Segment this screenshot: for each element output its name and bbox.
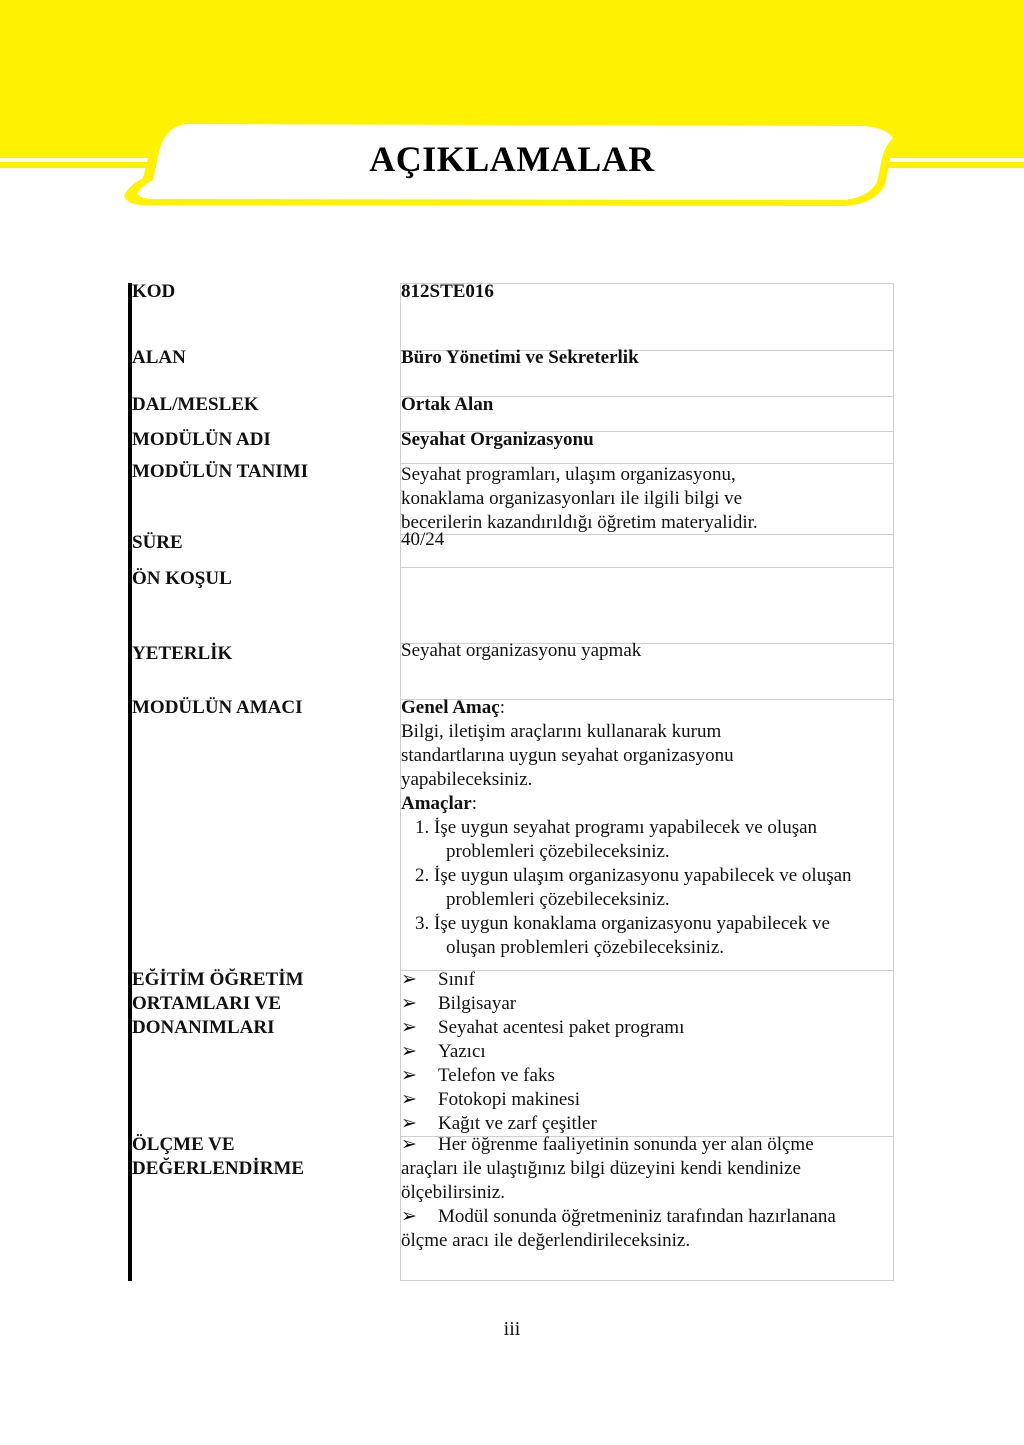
equipment-item: ➢ Telefon ve faks bbox=[401, 1065, 555, 1086]
arrow-bullet-icon: ➢ bbox=[401, 1065, 417, 1086]
equipment-item: ➢ Fotokopi makinesi bbox=[401, 1089, 580, 1110]
row-label: MODÜLÜN TANIMI bbox=[132, 461, 309, 482]
row-label: SÜRE bbox=[132, 532, 183, 553]
equipment-item: ➢ Bilgisayar bbox=[401, 993, 517, 1014]
page-number: iii bbox=[503, 1318, 521, 1340]
row-label: ÖLÇME VE DEĞERLENDİRME bbox=[132, 1134, 305, 1179]
equipment-item: ➢ Kağıt ve zarf çeşitler bbox=[401, 1113, 597, 1134]
row-value: 40/24 bbox=[401, 529, 445, 550]
arrow-bullet-icon: ➢ bbox=[401, 1206, 417, 1227]
row-label: DAL/MESLEK bbox=[132, 394, 259, 415]
general-goal-heading-line: Genel Amaç: bbox=[401, 697, 505, 718]
row-value bbox=[401, 1133, 836, 1253]
goals-heading: Amaçlar bbox=[401, 793, 472, 814]
page-title: AÇIKLAMALAR bbox=[369, 139, 655, 179]
row-value: Ortak Alan bbox=[401, 394, 494, 415]
row-value bbox=[401, 696, 871, 960]
arrow-bullet-icon: ➢ bbox=[401, 969, 417, 990]
row-value: 812STE016 bbox=[401, 281, 494, 302]
equipment-item: ➢ Yazıcı bbox=[401, 1041, 486, 1062]
row-value: Seyahat Organizasyonu bbox=[401, 429, 594, 450]
arrow-bullet-icon: ➢ bbox=[401, 1017, 417, 1038]
row-label: YETERLİK bbox=[132, 643, 233, 664]
row-label: KOD bbox=[132, 281, 176, 302]
row-label: MODÜLÜN ADI bbox=[132, 429, 271, 450]
equipment-item: ➢ Seyahat acentesi paket programı bbox=[401, 1017, 685, 1038]
table-right-border bbox=[893, 283, 894, 1281]
goals-heading-line: Amaçlar: bbox=[401, 793, 477, 814]
general-goal-heading: Genel Amaç bbox=[401, 697, 500, 718]
row-label: EĞİTİM ÖĞRETİM ORTAMLARI VE DONANIMLARI bbox=[132, 969, 304, 1038]
row-value bbox=[401, 968, 891, 1136]
goal-item: 3. İşe uygun konaklama organizasyonu yapabilecek ve oluşan problemleri çözebileceksiniz. bbox=[415, 913, 830, 958]
row-label: ÖN KOŞUL bbox=[132, 568, 232, 589]
goal-item: 2. İşe uygun ulaşım organizasyonu yapabilecek ve oluşan problemleri çözebileceksiniz. bbox=[415, 865, 852, 910]
arrow-bullet-icon: ➢ bbox=[401, 993, 417, 1014]
row-divider bbox=[400, 1280, 894, 1281]
goal-item: 1. İşe uygun seyahat programı yapabilecek ve oluşan problemleri çözebileceksiniz. bbox=[415, 817, 818, 862]
row-value: Büro Yönetimi ve Sekreterlik bbox=[401, 347, 639, 368]
row-value: Seyahat programları, ulaşım organizasyonu, konaklama organizasyonları ile ilgili bilgi ve becerilerin kazandırıldığı öğretim materyalidir. bbox=[401, 464, 758, 533]
row-value: Seyahat organizasyonu yapmak bbox=[401, 640, 642, 661]
arrow-bullet-icon: ➢ bbox=[401, 1041, 417, 1062]
row-label: MODÜLÜN AMACI bbox=[132, 697, 303, 718]
assessment-item: ➢ Her öğrenme faaliyetinin sonunda yer alan ölçme araçları ile ulaştığınız bilgi düzeyini kendi kendinize ölçebilirsiniz. bbox=[401, 1134, 814, 1203]
general-goal-text: Bilgi, iletişim araçlarını kullanarak kurum standartlarına uygun seyahat organizasyonu yapabileceksiniz. bbox=[401, 721, 734, 790]
row-divider bbox=[400, 567, 894, 568]
assessment-item: ➢ Modül sonunda öğretmeniniz tarafından hazırlanana ölçme aracı ile değerlendirileceksiniz. bbox=[401, 1206, 836, 1251]
arrow-bullet-icon: ➢ bbox=[401, 1113, 417, 1134]
arrow-bullet-icon: ➢ bbox=[401, 1134, 417, 1155]
arrow-bullet-icon: ➢ bbox=[401, 1089, 417, 1110]
equipment-item: ➢ Sınıf bbox=[401, 969, 475, 990]
header-banner bbox=[0, 0, 1024, 230]
row-label: ALAN bbox=[132, 347, 186, 368]
